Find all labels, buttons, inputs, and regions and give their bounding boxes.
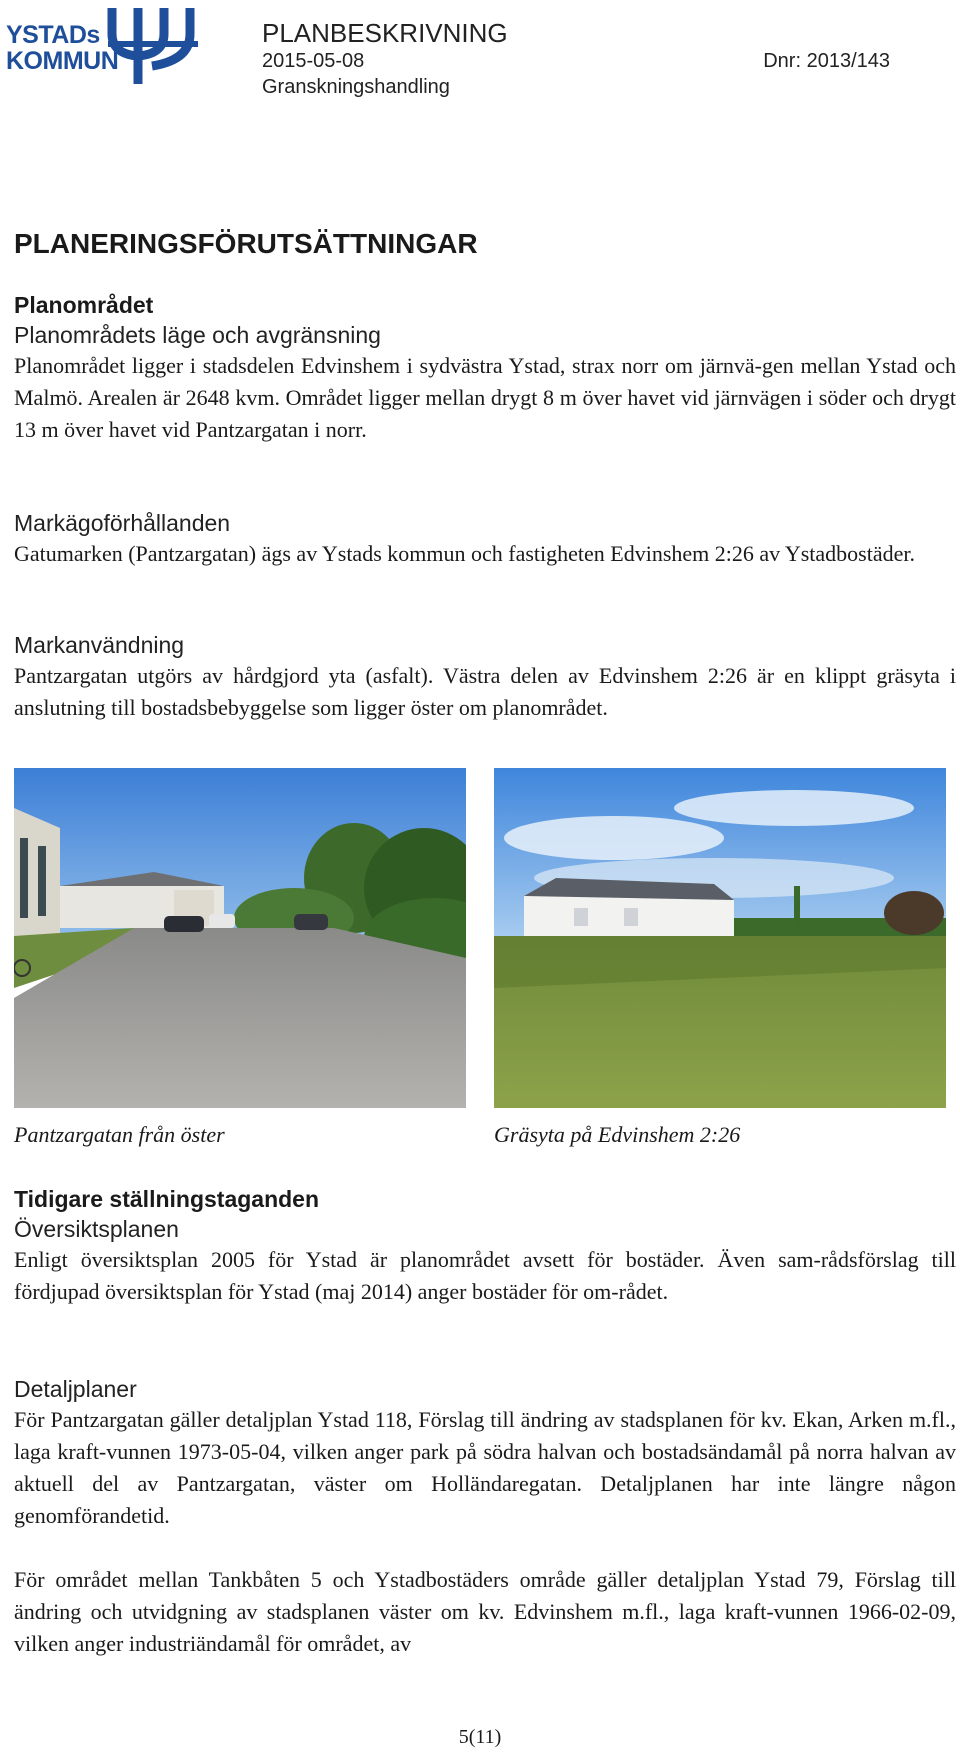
document-dnr: Dnr: 2013/143 (763, 50, 890, 72)
logo-line-1: YSTADs (6, 21, 100, 49)
detaljplaner-text-1: För Pantzargatan gäller detaljplan Ystad 118, Förslag till ändring av stadsplanen för kv. Ekan, Arken m.fl., laga kraft-vunnen 1973-05-04, vilken anger park på södra halvan och bostadsändamål på norra halvan av aktuell del av Pantzargatan, väster om Holländaregatan. Detaljplanen har inte längre någon genomförandetid. (14, 1407, 956, 1528)
detaljplaner-text-2: För området mellan Tankbåten 5 och Ystadbostäders område gäller detaljplan Ystad 79, Förslag till ändring och utvidgning av stadsplanen väster om kv. Edvinshem m.fl., laga kraft-vunnen 1966-02-09, vilken anger industriändamål för området, av (14, 1567, 956, 1656)
detaljplaner-subheading: Detaljplaner (14, 1376, 137, 1402)
oversiktsplanen-subheading: Översiktsplanen (14, 1216, 179, 1242)
tidigare-heading: Tidigare ställningstaganden (14, 1186, 320, 1212)
planomradet-section (14, 290, 956, 446)
markanvandning-text: Pantzargatan utgörs av hårdgjord yta (asfalt). Västra delen av Edvinshem 2:26 är en klippt gräsyta i anslutning till bostadsbebyggelse som ligger öster om planområdet. (14, 663, 956, 720)
planomradet-heading: Planområdet (14, 292, 154, 318)
page-number: 5(11) (458, 1726, 502, 1748)
markanvandning-subheading: Markanvändning (14, 632, 185, 658)
tidigare-section (14, 1184, 956, 1308)
detaljplaner-section (14, 1374, 956, 1660)
markagoforhallanden-subheading: Markägoförhållanden (14, 510, 231, 536)
logo-symbol-icon (102, 4, 202, 86)
logo-line-2: KOMMUN (6, 47, 119, 75)
caption-left: Pantzargatan från öster (14, 1122, 225, 1147)
oversiktsplanen-text: Enligt översiktsplan 2005 för Ystad är planområdet avsett för bostäder. Även sam-rådsförslag till fördjupad översiktsplan för Ystad (maj 2014) anger bostäder för om-rådet. (14, 1247, 956, 1304)
document-status: Granskningshandling (262, 76, 450, 98)
ystad-kommun-logo (6, 4, 196, 88)
photo-grasyta (494, 768, 946, 1108)
document-date: 2015-05-08 (262, 50, 365, 72)
section-title: PLANERINGSFÖRUTSÄTTNINGAR (14, 228, 478, 259)
planomradet-text: Planområdet ligger i stadsdelen Edvinshem i sydvästra Ystad, strax norr om järnvä-gen mellan Ystad och Malmö. Arealen är 2648 kvm. Området ligger mellan drygt 8 m över havet vid järnvägen i söder och drygt 13 m över havet vid Pantzargatan i norr. (14, 353, 956, 442)
markagoforhallanden-section (14, 508, 956, 570)
document-type: PLANBESKRIVNING (262, 18, 508, 48)
markagoforhallanden-text: Gatumarken (Pantzargatan) ägs av Ystads kommun och fastigheten Edvinshem 2:26 av Ystadbostäder. (14, 541, 915, 566)
caption-right: Gräsyta på Edvinshem 2:26 (494, 1122, 741, 1147)
planomradet-subheading: Planområdets läge och avgränsning (14, 322, 381, 348)
markanvandning-section (14, 630, 956, 724)
photo-pantzargatan (14, 768, 466, 1108)
